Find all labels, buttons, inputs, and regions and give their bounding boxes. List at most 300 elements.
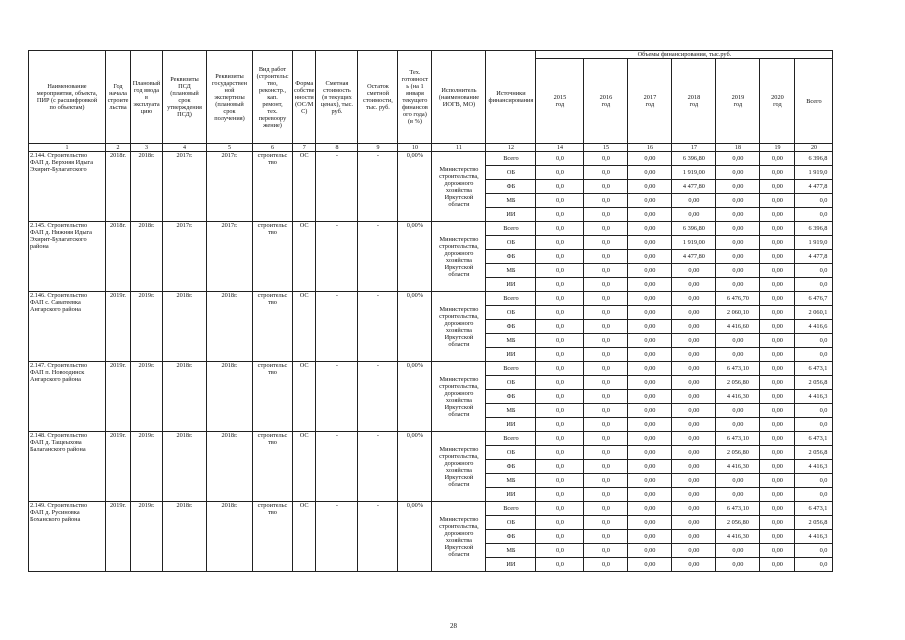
- executor: Министерство строительства, дорожного хозяйства Иркутской области: [432, 362, 486, 432]
- page-number: 28: [450, 622, 457, 630]
- remaining-cost: -: [358, 222, 398, 292]
- readiness: 0,00%: [398, 502, 432, 572]
- funding-source: Всего: [486, 222, 536, 236]
- value-y2015: 0,0: [536, 446, 584, 460]
- value-y2016: 0,0: [584, 236, 628, 250]
- value-y2017: 0,00: [628, 558, 672, 572]
- value-y2019: 0,00: [716, 418, 760, 432]
- value-y2020: 0,00: [760, 404, 795, 418]
- value-y2017: 0,00: [628, 152, 672, 166]
- value-total: 4 416,3: [795, 390, 833, 404]
- column-number: 19: [760, 144, 795, 152]
- value-y2015: 0,0: [536, 488, 584, 502]
- executor: Министерство строительства, дорожного хозяйства Иркутской области: [432, 292, 486, 362]
- value-y2015: 0,0: [536, 180, 584, 194]
- value-y2016: 0,0: [584, 320, 628, 334]
- value-y2020: 0,00: [760, 166, 795, 180]
- funding-source: ИИ: [486, 208, 536, 222]
- executor: Министерство строительства, дорожного хозяйства Иркутской области: [432, 502, 486, 572]
- value-y2020: 0,00: [760, 278, 795, 292]
- project-name: 2.147. Строительство ФАП п. Новоодинск Ангарского района: [29, 362, 106, 432]
- value-y2016: 0,0: [584, 348, 628, 362]
- funding-source: ФБ: [486, 530, 536, 544]
- value-y2015: 0,0: [536, 418, 584, 432]
- year-header-0: 2015 год: [536, 59, 584, 144]
- funding-source: ФБ: [486, 320, 536, 334]
- value-total: 4 416,6: [795, 320, 833, 334]
- estimated-cost: -: [316, 222, 358, 292]
- value-total: 0,0: [795, 488, 833, 502]
- value-y2017: 0,00: [628, 362, 672, 376]
- value-y2015: 0,0: [536, 166, 584, 180]
- readiness: 0,00%: [398, 152, 432, 222]
- value-total: 4 477,8: [795, 250, 833, 264]
- value-total: 6 396,8: [795, 152, 833, 166]
- value-y2018: 0,00: [672, 516, 716, 530]
- value-y2017: 0,00: [628, 250, 672, 264]
- value-y2017: 0,00: [628, 334, 672, 348]
- year-header-5: 2020 год: [760, 59, 795, 144]
- value-y2019: 2 060,10: [716, 306, 760, 320]
- value-total: 1 919,0: [795, 236, 833, 250]
- column-number: 5: [207, 144, 253, 152]
- col-header-readiness: Тех. готовност ь (на 1 января текущего финансов ого года) (в %): [398, 51, 432, 144]
- value-y2019: 0,00: [716, 152, 760, 166]
- value-y2017: 0,00: [628, 306, 672, 320]
- value-y2019: 0,00: [716, 474, 760, 488]
- value-y2016: 0,0: [584, 166, 628, 180]
- estimated-cost: -: [316, 152, 358, 222]
- value-y2019: 0,00: [716, 180, 760, 194]
- work-type: строительс тво: [253, 502, 293, 572]
- value-y2020: 0,00: [760, 306, 795, 320]
- column-number: 11: [432, 144, 486, 152]
- value-y2016: 0,0: [584, 208, 628, 222]
- value-y2020: 0,00: [760, 474, 795, 488]
- value-y2018: 0,00: [672, 334, 716, 348]
- remaining-cost: -: [358, 502, 398, 572]
- value-y2019: 0,00: [716, 348, 760, 362]
- project-name: 2.144. Строительство ФАП д. Верхняя Идыга Эхирит-Булагатского: [29, 152, 106, 222]
- value-total: 0,0: [795, 348, 833, 362]
- col-header-name: Наименование мероприятия, объекта, ПИР (с расшифровкой по объектам): [29, 51, 106, 144]
- value-y2015: 0,0: [536, 334, 584, 348]
- work-type: строительс тво: [253, 292, 293, 362]
- value-y2017: 0,00: [628, 390, 672, 404]
- value-y2020: 0,00: [760, 558, 795, 572]
- value-y2020: 0,00: [760, 320, 795, 334]
- value-y2019: 0,00: [716, 488, 760, 502]
- col-header-executor: Исполнитель (наименование ИОГВ, МО): [432, 51, 486, 144]
- value-y2016: 0,0: [584, 264, 628, 278]
- value-y2016: 0,0: [584, 180, 628, 194]
- psd-date: 2018г.: [163, 362, 207, 432]
- col-header-ownership: Форма собстве нности (ОС/М С): [293, 51, 316, 144]
- project-name: 2.146. Строительство ФАП с. Саватеевка Ангарского района: [29, 292, 106, 362]
- funding-source: ОБ: [486, 376, 536, 390]
- value-y2020: 0,00: [760, 236, 795, 250]
- value-y2017: 0,00: [628, 264, 672, 278]
- col-header-expertise: Реквизиты государствен ной экспертизы (плановый срок получения): [207, 51, 253, 144]
- value-y2019: 0,00: [716, 558, 760, 572]
- column-number: 7: [293, 144, 316, 152]
- commission-year: 2018г.: [131, 152, 163, 222]
- value-y2020: 0,00: [760, 516, 795, 530]
- col-header-start-year: Год начала строите льства: [106, 51, 131, 144]
- funding-volume-header: Объемы финансирования, тыс.руб.: [536, 51, 833, 59]
- readiness: 0,00%: [398, 292, 432, 362]
- value-y2016: 0,0: [584, 432, 628, 446]
- value-y2020: 0,00: [760, 334, 795, 348]
- value-y2020: 0,00: [760, 194, 795, 208]
- value-y2015: 0,0: [536, 222, 584, 236]
- value-total: 4 477,8: [795, 180, 833, 194]
- psd-date: 2017г.: [163, 152, 207, 222]
- value-y2015: 0,0: [536, 278, 584, 292]
- value-y2018: 6 396,80: [672, 152, 716, 166]
- project-name: 2.148. Строительство ФАП д. Тащеыхова Балаганского района: [29, 432, 106, 502]
- value-total: 6 476,7: [795, 292, 833, 306]
- value-y2020: 0,00: [760, 292, 795, 306]
- value-y2019: 0,00: [716, 278, 760, 292]
- value-y2020: 0,00: [760, 222, 795, 236]
- work-type: строительс тво: [253, 362, 293, 432]
- value-y2018: 1 919,00: [672, 236, 716, 250]
- value-total: 0,0: [795, 208, 833, 222]
- value-y2016: 0,0: [584, 516, 628, 530]
- value-y2020: 0,00: [760, 418, 795, 432]
- value-y2015: 0,0: [536, 390, 584, 404]
- value-y2019: 6 473,10: [716, 362, 760, 376]
- value-y2016: 0,0: [584, 250, 628, 264]
- col-header-source: Источники финансирования: [486, 51, 536, 144]
- executor: Министерство строительства, дорожного хозяйства Иркутской области: [432, 222, 486, 292]
- funding-source: Всего: [486, 292, 536, 306]
- value-y2018: 0,00: [672, 474, 716, 488]
- value-y2017: 0,00: [628, 544, 672, 558]
- column-number: 1: [29, 144, 106, 152]
- readiness: 0,00%: [398, 222, 432, 292]
- start-year: 2019г.: [106, 292, 131, 362]
- value-y2019: 0,00: [716, 208, 760, 222]
- commission-year: 2018г.: [131, 222, 163, 292]
- value-y2018: 0,00: [672, 544, 716, 558]
- estimated-cost: -: [316, 362, 358, 432]
- funding-source: ОБ: [486, 236, 536, 250]
- expertise-date: 2018г.: [207, 502, 253, 572]
- value-total: 0,0: [795, 194, 833, 208]
- value-total: 4 416,3: [795, 460, 833, 474]
- value-y2019: 0,00: [716, 334, 760, 348]
- estimated-cost: -: [316, 432, 358, 502]
- value-y2017: 0,00: [628, 208, 672, 222]
- value-y2018: 0,00: [672, 208, 716, 222]
- value-y2018: 0,00: [672, 460, 716, 474]
- value-y2016: 0,0: [584, 390, 628, 404]
- value-y2015: 0,0: [536, 376, 584, 390]
- value-y2017: 0,00: [628, 180, 672, 194]
- column-number: 16: [628, 144, 672, 152]
- value-total: 4 416,3: [795, 530, 833, 544]
- value-y2018: 0,00: [672, 376, 716, 390]
- start-year: 2019г.: [106, 432, 131, 502]
- table-row: [29, 222, 833, 236]
- ownership: ОС: [293, 502, 316, 572]
- value-y2018: 0,00: [672, 194, 716, 208]
- value-y2018: 1 919,00: [672, 166, 716, 180]
- readiness: 0,00%: [398, 432, 432, 502]
- value-y2016: 0,0: [584, 558, 628, 572]
- value-y2019: 4 416,30: [716, 460, 760, 474]
- value-y2015: 0,0: [536, 250, 584, 264]
- executor: Министерство строительства, дорожного хозяйства Иркутской области: [432, 152, 486, 222]
- column-number: 18: [716, 144, 760, 152]
- value-y2015: 0,0: [536, 558, 584, 572]
- value-y2017: 0,00: [628, 404, 672, 418]
- value-y2015: 0,0: [536, 362, 584, 376]
- commission-year: 2019г.: [131, 362, 163, 432]
- col-header-cost: Сметная стоимость (в текущих ценах), тыс. руб.: [316, 51, 358, 144]
- value-y2016: 0,0: [584, 278, 628, 292]
- funding-source: МБ: [486, 264, 536, 278]
- value-y2016: 0,0: [584, 488, 628, 502]
- value-y2018: 0,00: [672, 404, 716, 418]
- value-y2018: 0,00: [672, 306, 716, 320]
- column-number: 20: [795, 144, 833, 152]
- value-y2020: 0,00: [760, 362, 795, 376]
- col-header-psd: Реквизиты ПСД (плановый срок утверждения ПСД): [163, 51, 207, 144]
- value-y2016: 0,0: [584, 404, 628, 418]
- value-y2017: 0,00: [628, 292, 672, 306]
- value-y2015: 0,0: [536, 516, 584, 530]
- value-y2018: 0,00: [672, 446, 716, 460]
- value-total: 0,0: [795, 474, 833, 488]
- funding-source: ОБ: [486, 306, 536, 320]
- value-total: 2 056,8: [795, 376, 833, 390]
- table-row: [29, 362, 833, 376]
- column-number: 14: [536, 144, 584, 152]
- value-total: 0,0: [795, 544, 833, 558]
- estimated-cost: -: [316, 292, 358, 362]
- funding-source: ОБ: [486, 516, 536, 530]
- value-y2017: 0,00: [628, 376, 672, 390]
- work-type: строительс тво: [253, 222, 293, 292]
- commission-year: 2019г.: [131, 292, 163, 362]
- funding-source: Всего: [486, 152, 536, 166]
- value-y2020: 0,00: [760, 460, 795, 474]
- column-number: 15: [584, 144, 628, 152]
- funding-source: МБ: [486, 544, 536, 558]
- project-name: 2.149. Строительство ФАП д. Русиновка Боханского района: [29, 502, 106, 572]
- value-y2017: 0,00: [628, 432, 672, 446]
- value-y2018: 4 477,80: [672, 250, 716, 264]
- value-total: 6 473,1: [795, 362, 833, 376]
- value-y2019: 6 473,10: [716, 432, 760, 446]
- value-y2017: 0,00: [628, 166, 672, 180]
- year-header-1: 2016 год: [584, 59, 628, 144]
- value-y2017: 0,00: [628, 418, 672, 432]
- expertise-date: 2017г.: [207, 222, 253, 292]
- value-y2015: 0,0: [536, 306, 584, 320]
- psd-date: 2017г.: [163, 222, 207, 292]
- value-y2019: 2 056,80: [716, 376, 760, 390]
- funding-source: ИИ: [486, 488, 536, 502]
- funding-source: МБ: [486, 334, 536, 348]
- value-total: 0,0: [795, 278, 833, 292]
- value-y2020: 0,00: [760, 446, 795, 460]
- readiness: 0,00%: [398, 362, 432, 432]
- commission-year: 2019г.: [131, 502, 163, 572]
- value-y2018: 0,00: [672, 530, 716, 544]
- funding-source: Всего: [486, 502, 536, 516]
- work-type: строительс тво: [253, 152, 293, 222]
- value-y2017: 0,00: [628, 502, 672, 516]
- column-number: 3: [131, 144, 163, 152]
- psd-date: 2018г.: [163, 502, 207, 572]
- value-y2018: 6 396,80: [672, 222, 716, 236]
- value-y2015: 0,0: [536, 530, 584, 544]
- col-header-commission-year: Плановый год ввода в эксплуата цию: [131, 51, 163, 144]
- value-total: 0,0: [795, 404, 833, 418]
- column-number: 10: [398, 144, 432, 152]
- value-y2018: 0,00: [672, 278, 716, 292]
- value-y2020: 0,00: [760, 488, 795, 502]
- value-y2016: 0,0: [584, 222, 628, 236]
- value-y2017: 0,00: [628, 460, 672, 474]
- start-year: 2019г.: [106, 502, 131, 572]
- value-y2020: 0,00: [760, 250, 795, 264]
- value-y2020: 0,00: [760, 502, 795, 516]
- column-number: 2: [106, 144, 131, 152]
- value-y2018: 4 477,80: [672, 180, 716, 194]
- funding-source: ИИ: [486, 278, 536, 292]
- value-y2015: 0,0: [536, 236, 584, 250]
- value-y2016: 0,0: [584, 418, 628, 432]
- value-y2019: 0,00: [716, 166, 760, 180]
- psd-date: 2018г.: [163, 292, 207, 362]
- year-header-6: Всего: [795, 59, 833, 144]
- funding-table: [28, 50, 833, 572]
- funding-source: ИИ: [486, 418, 536, 432]
- value-y2019: 0,00: [716, 264, 760, 278]
- start-year: 2018г.: [106, 222, 131, 292]
- value-y2019: 0,00: [716, 544, 760, 558]
- column-number: 17: [672, 144, 716, 152]
- ownership: ОС: [293, 152, 316, 222]
- value-y2016: 0,0: [584, 544, 628, 558]
- ownership: ОС: [293, 222, 316, 292]
- value-y2015: 0,0: [536, 404, 584, 418]
- value-y2016: 0,0: [584, 460, 628, 474]
- expertise-date: 2018г.: [207, 292, 253, 362]
- remaining-cost: -: [358, 152, 398, 222]
- value-y2015: 0,0: [536, 474, 584, 488]
- value-y2020: 0,00: [760, 180, 795, 194]
- value-y2015: 0,0: [536, 208, 584, 222]
- value-y2019: 2 056,80: [716, 446, 760, 460]
- value-y2018: 0,00: [672, 320, 716, 334]
- funding-source: Всего: [486, 432, 536, 446]
- ownership: ОС: [293, 362, 316, 432]
- table-row: [29, 502, 833, 516]
- value-y2015: 0,0: [536, 320, 584, 334]
- funding-source: МБ: [486, 474, 536, 488]
- project-name: 2.145. Строительство ФАП д. Нижняя Идыга Эхирит-Булагатского района: [29, 222, 106, 292]
- table-row: [29, 292, 833, 306]
- col-header-remaining: Остаток сметной стоимости, тыс. руб.: [358, 51, 398, 144]
- column-number: 8: [316, 144, 358, 152]
- value-y2016: 0,0: [584, 306, 628, 320]
- value-y2015: 0,0: [536, 264, 584, 278]
- year-header-2: 2017 год: [628, 59, 672, 144]
- expertise-date: 2018г.: [207, 432, 253, 502]
- year-header-4: 2019 год: [716, 59, 760, 144]
- expertise-date: 2017г.: [207, 152, 253, 222]
- value-y2020: 0,00: [760, 208, 795, 222]
- value-y2018: 0,00: [672, 418, 716, 432]
- value-total: 6 396,8: [795, 222, 833, 236]
- col-header-work-type: Вид работ (строительс тво, реконстр., кап. ремонт, тех. перевоору жение): [253, 51, 293, 144]
- value-y2020: 0,00: [760, 530, 795, 544]
- start-year: 2018г.: [106, 152, 131, 222]
- value-y2020: 0,00: [760, 264, 795, 278]
- value-y2017: 0,00: [628, 446, 672, 460]
- value-total: 2 056,8: [795, 516, 833, 530]
- funding-source: МБ: [486, 194, 536, 208]
- value-y2017: 0,00: [628, 348, 672, 362]
- column-number: 6: [253, 144, 293, 152]
- value-y2019: 6 473,10: [716, 502, 760, 516]
- value-y2019: 4 416,30: [716, 530, 760, 544]
- value-y2019: 0,00: [716, 236, 760, 250]
- remaining-cost: -: [358, 362, 398, 432]
- ownership: ОС: [293, 292, 316, 362]
- value-y2017: 0,00: [628, 474, 672, 488]
- column-number: 9: [358, 144, 398, 152]
- value-y2019: 0,00: [716, 194, 760, 208]
- value-y2019: 0,00: [716, 222, 760, 236]
- value-total: 6 473,1: [795, 432, 833, 446]
- value-y2018: 0,00: [672, 432, 716, 446]
- value-y2018: 0,00: [672, 558, 716, 572]
- value-y2016: 0,0: [584, 152, 628, 166]
- start-year: 2019г.: [106, 362, 131, 432]
- work-type: строительс тво: [253, 432, 293, 502]
- value-y2017: 0,00: [628, 236, 672, 250]
- value-y2017: 0,00: [628, 320, 672, 334]
- value-total: 2 056,8: [795, 446, 833, 460]
- value-y2015: 0,0: [536, 348, 584, 362]
- value-y2017: 0,00: [628, 222, 672, 236]
- value-total: 0,0: [795, 418, 833, 432]
- value-y2015: 0,0: [536, 432, 584, 446]
- value-y2019: 4 416,30: [716, 390, 760, 404]
- value-y2020: 0,00: [760, 390, 795, 404]
- table-row: [29, 432, 833, 446]
- value-y2019: 0,00: [716, 250, 760, 264]
- value-total: 2 060,1: [795, 306, 833, 320]
- value-y2017: 0,00: [628, 194, 672, 208]
- year-header-3: 2018 год: [672, 59, 716, 144]
- value-total: 1 919,0: [795, 166, 833, 180]
- funding-source: ИИ: [486, 558, 536, 572]
- value-y2020: 0,00: [760, 376, 795, 390]
- value-total: 0,0: [795, 558, 833, 572]
- value-y2018: 0,00: [672, 390, 716, 404]
- value-y2020: 0,00: [760, 432, 795, 446]
- column-number: 12: [486, 144, 536, 152]
- remaining-cost: -: [358, 292, 398, 362]
